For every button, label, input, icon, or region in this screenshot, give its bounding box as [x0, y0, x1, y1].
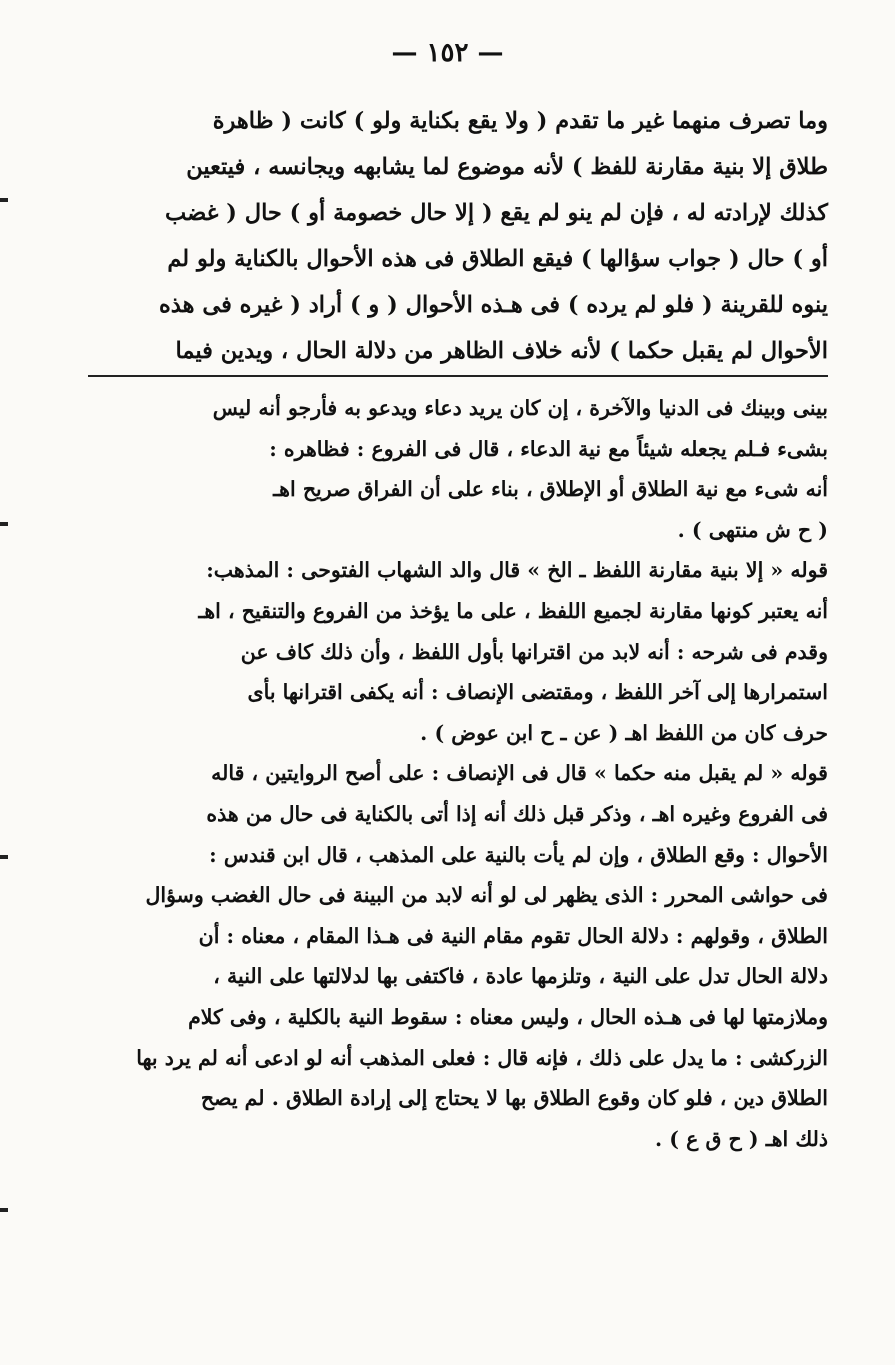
main-text [100, 98, 828, 374]
footnote-line: دلالة الحال تدل على النية ، وتلزمها عادة ، فاكتفى بها لدلالتها على النية ، [213, 964, 828, 989]
footnote-line: ( ح ش منتهى ) . [677, 517, 828, 542]
scan-margin-mark [0, 855, 8, 859]
footnote-line: أنه يعتبر كونها مقارنة لجميع اللفظ ، على ما يؤخذ من الفروع والتنقيح ، اهـ [198, 598, 828, 623]
footnote-paragraph [100, 550, 828, 753]
scan-margin-mark [0, 198, 8, 202]
footnote-line: أنه شىء مع نية الطلاق أو الإطلاق ، بناء على أن الفراق صريح اهـ [273, 477, 828, 502]
footnote-line: وقدم فى شرحه : أنه لابد من اقترانها بأول اللفظ ، وأن ذلك كاف عن [240, 639, 828, 664]
footnote-line: الطلاق دين ، فلو كان وقوع الطلاق بها لا يحتاج إلى إرادة الطلاق . لم يصح [200, 1086, 828, 1111]
footnote-line: وملازمتها لها فى هـذه الحال ، وليس معناه : سقوط النية بالكلية ، وفى كلام [188, 1004, 828, 1029]
scan-margin-mark [0, 522, 8, 526]
footnote-line: قوله « إلا بنية مقارنة اللفظ ـ الخ » قال والد الشهاب الفتوحى : المذهب: [206, 558, 828, 583]
main-text-line: الأحوال لم يقبل حكما ) لأنه خلاف الظاهر من دلالة الحال ، ويدين فيما [175, 338, 828, 364]
footnote-separator [88, 375, 828, 377]
main-text-line: ينوه للقرينة ( فلو لم يرده ) فى هـذه الأحوال ( و ) أراد ( غيره فى هذه [159, 292, 828, 318]
footnote-line: ذلك اهـ ( ح ق ع ) . [654, 1126, 828, 1151]
footnote-line: الطلاق ، وقولهم : دلالة الحال تقوم مقام النية فى هـذا المقام ، معناه : أن [198, 923, 828, 948]
page-number: — ١٥٢ — [391, 38, 504, 68]
footnote-paragraph [100, 753, 828, 1159]
footnote-line: حرف كان من اللفظ اهـ ( عن ـ ح ابن عوض ) . [420, 720, 828, 745]
footnote-line: الزركشى : ما يدل على ذلك ، فإنه قال : فعلى المذهب أنه لو ادعى أنه لم يرد بها [136, 1045, 828, 1070]
footnote-paragraph [100, 388, 828, 550]
main-text-line: أو ) حال ( جواب سؤالها ) فيقع الطلاق فى هذه الأحوال بالكناية ولو لم [167, 246, 828, 272]
scan-margin-mark [0, 1208, 8, 1212]
footnotes [100, 388, 828, 1159]
footnote-line: فى الفروع وغيره اهـ ، وذكر قبل ذلك أنه إذا أتى بالكناية فى حال من هذه [206, 801, 828, 826]
footnote-line: قوله « لم يقبل منه حكما » قال فى الإنصاف : على أصح الروايتين ، قاله [211, 761, 828, 786]
main-text-line: كذلك لإرادته له ، فإن لم ينو لم يقع ( إلا حال خصومة أو ) حال ( غضب [165, 200, 828, 226]
footnote-line: بشىء فـلم يجعله شيئاً مع نية الدعاء ، قال فى الفروع : فظاهره : [269, 436, 828, 461]
footnote-line: الأحوال : وقع الطلاق ، وإن لم يأت بالنية على المذهب ، قال ابن قندس : [209, 842, 828, 867]
main-text-line: طلاق إلا بنية مقارنة للفظ ) لأنه موضوع لما يشابهه ويجانسه ، فيتعين [186, 154, 828, 180]
footnote-line: استمرارها إلى آخر اللفظ ، ومقتضى الإنصاف : أنه يكفى اقترانها بأى [247, 680, 828, 705]
footnote-line: بينى وبينك فى الدنيا والآخرة ، إن كان يريد دعاء ويدعو به فأرجو أنه ليس [212, 396, 828, 420]
main-text-line: وما تصرف منهما غير ما تقدم ( ولا يقع بكناية ولو ) كانت ( ظاهرة [212, 108, 828, 134]
footnote-line: فى حواشى المحرر : الذى يظهر لى لو أنه لابد من البينة فى حال الغضب وسؤال [145, 883, 828, 908]
